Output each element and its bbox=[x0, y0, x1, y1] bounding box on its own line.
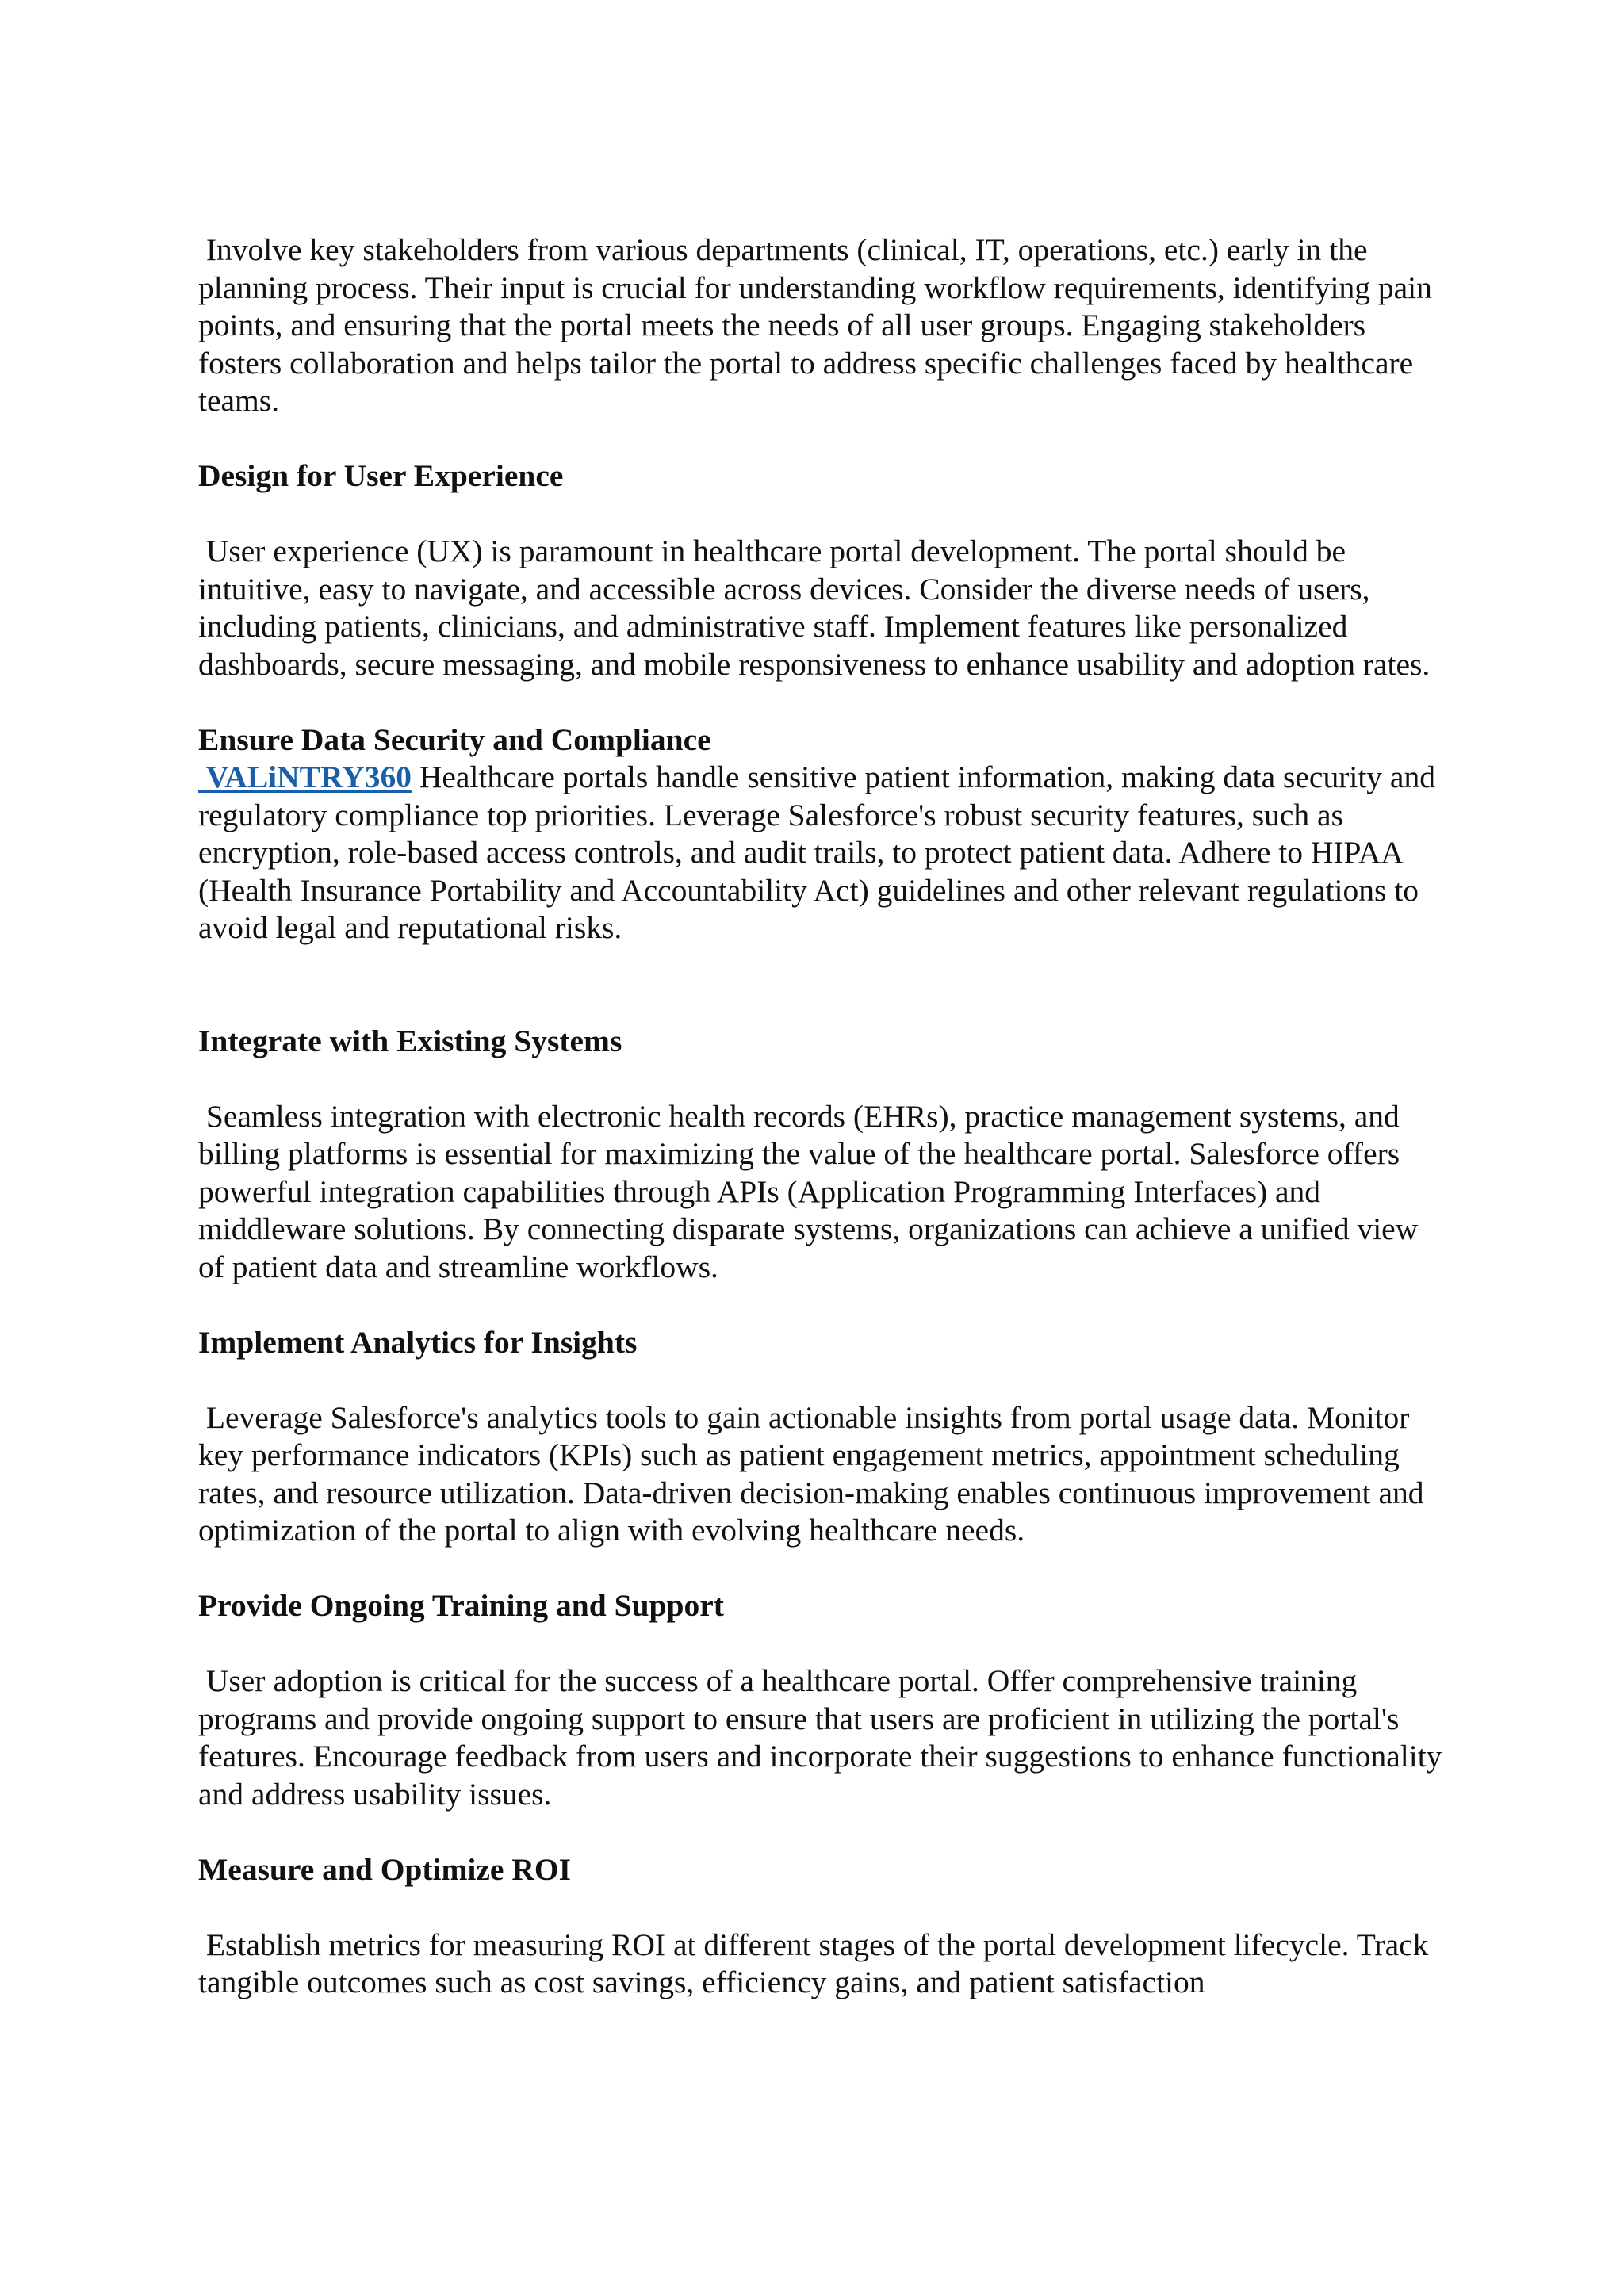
heading-analytics: Implement Analytics for Insights bbox=[198, 1324, 638, 1360]
heading-measure-roi: Measure and Optimize ROI bbox=[198, 1851, 571, 1887]
paragraph-measure-roi: Establish metrics for measuring ROI at different stages of the portal development lifecycle. Track tangible outcomes such as cost savings, efficiency gains, and patient satisfaction bbox=[198, 1927, 1437, 1999]
paragraph-analytics: Leverage Salesforce's analytics tools to gain actionable insights from portal usage data. Monitor key performance indicators (KPIs) such as patient engagement metrics, appointment scheduling rates, and resource utilization. Data-driven decision-making enables continuous improvement and optimization of the portal to align with evolving healthcare needs. bbox=[198, 1399, 1432, 1548]
heading-design-ux: Design for User Experience bbox=[198, 458, 564, 493]
paragraph-data-security-text: Healthcare portals handle sensitive patient information, making data security and regulatory compliance top priorities. Leverage Salesforce's robust security features, such as encryption, role-based access controls, and audit trails, to protect patient data. Adhere to HIPAA (Health Insurance Portability and Accountability Act) guidelines and other relevant regulations to avoid legal and reputational risks. bbox=[198, 760, 1443, 945]
paragraph-data-security bbox=[198, 759, 1443, 947]
heading-data-security: Ensure Data Security and Compliance bbox=[198, 721, 711, 757]
paragraph-training-support: User adoption is critical for the success of a healthcare portal. Offer comprehensive training programs and provide ongoing support to ensure that users are proficient in utilizing the portal's features. Encourage feedback from users and incorporate their suggestions to enhance functionality and address usability issues. bbox=[198, 1663, 1450, 1812]
heading-training-support: Provide Ongoing Training and Support bbox=[198, 1588, 724, 1623]
valintry360-link[interactable]: VALiNTRY360 bbox=[198, 760, 412, 794]
heading-integrate-systems: Integrate with Existing Systems bbox=[198, 1023, 622, 1058]
intro-paragraph: Involve key stakeholders from various departments (clinical, IT, operations, etc.) early in the planning process. Their input is crucial for understanding workflow requirements, identifying pain points, and ensuring that the portal meets the needs of all user groups. Engaging stakeholders fosters collaboration and helps tailor the portal to address specific challenges faced by healthcare teams. bbox=[198, 232, 1440, 418]
paragraph-design-ux: User experience (UX) is paramount in healthcare portal development. The portal should be intuitive, easy to navigate, and accessible across devices. Consider the diverse needs of users, including patients, clinicians, and administrative staff. Implement features like personalized dashboards, secure messaging, and mobile responsiveness to enhance usability and adoption rates. bbox=[198, 534, 1431, 682]
document-body bbox=[198, 232, 1450, 2002]
paragraph-integrate-systems: Seamless integration with electronic health records (EHRs), practice management systems, and billing platforms is essential for maximizing the value of the healthcare portal. Salesforce offers powerful integration capabilities through APIs (Application Programming Interfaces) and middleware solutions. By connecting disparate systems, organizations can achieve a unified view of patient data and streamline workflows. bbox=[198, 1098, 1427, 1284]
